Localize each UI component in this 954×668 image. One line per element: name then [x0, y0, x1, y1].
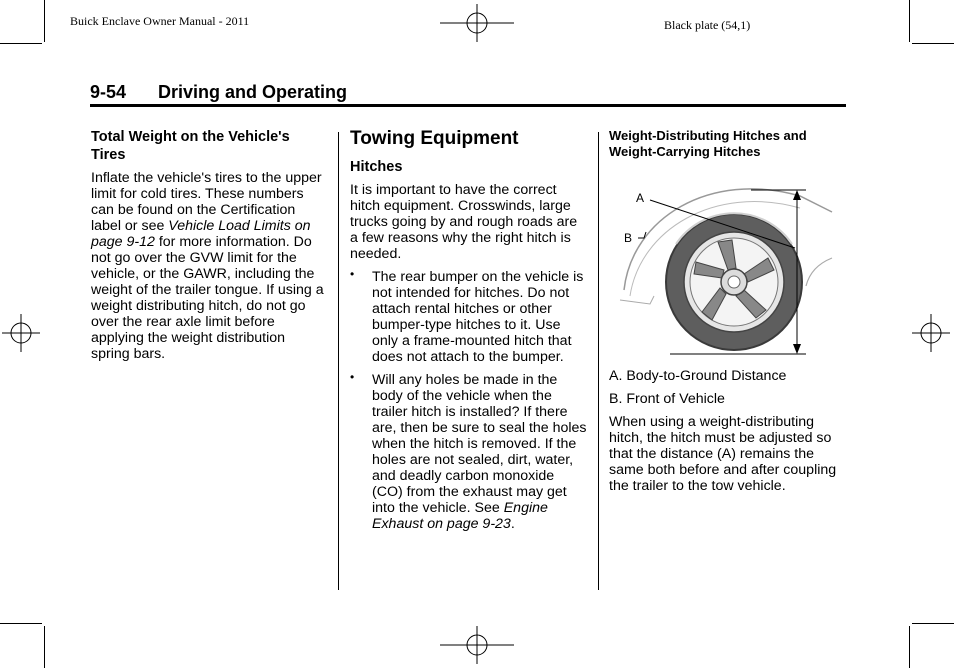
registration-mark-right [912, 314, 950, 352]
slug-left: Buick Enclave Owner Manual - 2011 [70, 14, 250, 28]
col1-paragraph [91, 170, 327, 362]
section-heading: Towing Equipment [350, 128, 519, 149]
col1-text-b: for more information. Do not go over the GVW limit for the vehicle, or the GAWR, including the weight of the trailer tongue. If using a weight distributing hitch, do not go over the rear axle limit before applying the weight distribution spring bars. [91, 234, 324, 362]
legend-b: B. Front of Vehicle [609, 391, 725, 407]
bullet-text-end: . [510, 516, 515, 532]
bullet-icon: • [350, 267, 355, 281]
list-item [350, 269, 588, 365]
bullet-icon: • [350, 370, 355, 384]
crop-mark [909, 626, 910, 668]
hitch-type-heading: Weight-Distributing Hitches and Weight-Carrying Hitches [609, 128, 807, 159]
crop-mark [909, 0, 910, 42]
col1-text-a: Inflate the vehicle's tires to the upper limit for cold tires. These numbers can be found on the Certification label or see [91, 170, 322, 234]
col1-heading: Total Weight on the Vehicle's Tires [91, 129, 290, 163]
crop-mark [912, 623, 954, 624]
column-2 [350, 128, 588, 532]
slug-right: Black plate (54,1) [664, 18, 751, 32]
cross-ref-link[interactable]: Vehicle Load Limits on page 9-12 [91, 218, 311, 250]
bullet-text: The rear bumper on the vehicle is not intended for hitches. Do not attach rental hitches or other bumper-type hitches to it. Use only a frame-mounted hitch that does not attach to the bumper. [372, 269, 584, 365]
registration-mark-top [440, 4, 514, 42]
cross-ref-link[interactable]: Engine Exhaust on page 9-23 [372, 500, 548, 532]
crop-mark [0, 623, 42, 624]
figure-legend [609, 368, 849, 494]
label-b: B [624, 231, 633, 245]
tire-illustration [610, 178, 840, 360]
legend-a: A. Body-to-Ground Distance [609, 368, 787, 384]
label-a: A [636, 191, 645, 205]
hitches-intro: It is important to have the correct hitch equipment. Crosswinds, large trucks going by and rough roads are a few reasons why the right hitch is needed. [350, 182, 578, 262]
list-item [350, 372, 588, 532]
column-divider [338, 132, 339, 590]
registration-mark-bottom [440, 626, 514, 664]
hitch-bullet-list [350, 269, 588, 532]
section-title: Driving and Operating [158, 82, 348, 102]
column-3 [609, 128, 849, 160]
crop-mark [0, 43, 42, 44]
column-divider [598, 132, 599, 590]
hitch-adjust-paragraph: When using a weight-distributing hitch, the hitch must be adjusted so that the distance (A) remains the same both before and after coupling the trailer to the tow vehicle. [609, 414, 837, 494]
hitches-heading: Hitches [350, 159, 403, 175]
bullet-text: Will any holes be made in the body of the vehicle when the trailer hitch is installed? If there are, then be sure to seal the holes when the hitch is removed. If the holes are not sealed, dirt, water, and deadly carbon monoxide (CO) from the exhaust may get into the vehicle. See [372, 372, 587, 516]
registration-mark-left [2, 314, 40, 352]
crop-mark [44, 626, 45, 668]
column-1 [91, 128, 327, 362]
crop-mark [44, 0, 45, 42]
page-number: 9-54 [90, 82, 127, 102]
page-header [90, 80, 846, 107]
crop-mark [912, 43, 954, 44]
